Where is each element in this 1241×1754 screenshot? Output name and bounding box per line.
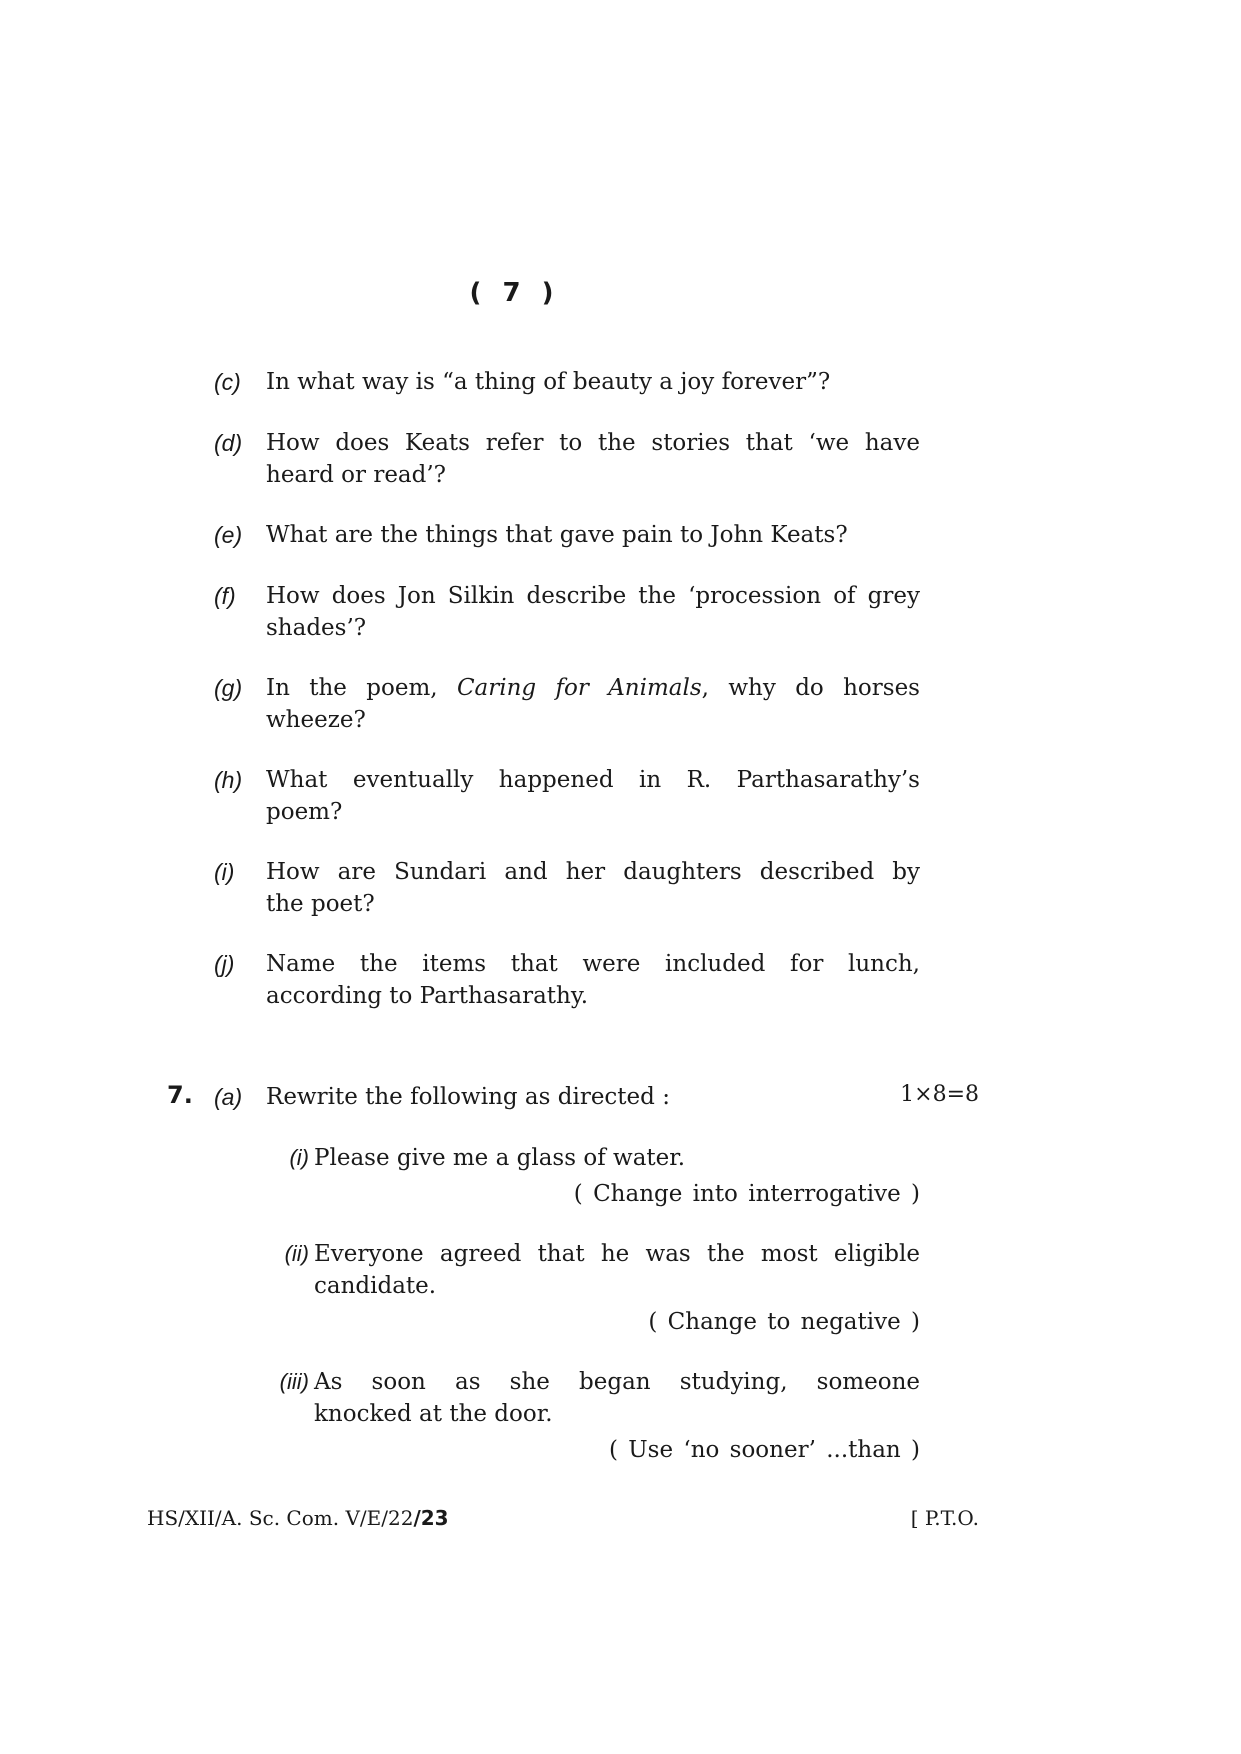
- question-label: (h): [214, 767, 243, 793]
- question-label: (f): [214, 583, 236, 609]
- question-text-post: , why do horses: [701, 675, 920, 701]
- marks-allocation: 1×8=8: [900, 1082, 979, 1107]
- question-label: (j): [214, 951, 235, 977]
- sub-item-label: (iii): [279, 1369, 309, 1394]
- question-text-pre: In the poem,: [266, 675, 457, 701]
- question-label: (a): [214, 1084, 243, 1110]
- sub-item-direction: ( Change to negative ): [648, 1309, 920, 1335]
- question-text: What are the things that gave pain to John Keats?: [266, 522, 848, 548]
- sub-item-text-line1: As soon as she began studying, someone: [314, 1369, 920, 1395]
- sub-item-label: (i): [289, 1145, 309, 1170]
- sub-item-ii: [262, 1238, 920, 1338]
- sub-item-text: Please give me a glass of water.: [314, 1145, 686, 1171]
- question-text: In what way is “a thing of beauty a joy forever”?: [266, 369, 831, 395]
- question-text-line1: How does Jon Silkin describe the ‘procession of grey: [266, 583, 920, 609]
- sub-item-text-line1: Everyone agreed that he was the most eligible: [314, 1241, 920, 1267]
- question-label: (c): [214, 369, 241, 395]
- question-d: [214, 427, 920, 491]
- question-g: [214, 672, 920, 736]
- question-label: (i): [214, 859, 235, 885]
- question-text-line1: What eventually happened in R. Parthasarathy’s: [266, 767, 920, 793]
- poem-title: Caring for Animals: [456, 675, 702, 701]
- question-i: [214, 856, 920, 920]
- question-text-line2: poem?: [266, 799, 343, 825]
- question-label: (g): [214, 675, 243, 701]
- question-text-line2: the poet?: [266, 891, 375, 917]
- question-text-line1: How does Keats refer to the stories that ‘we have: [266, 430, 920, 456]
- sub-item-direction: ( Change into interrogative ): [573, 1181, 920, 1207]
- question-7a: [214, 1081, 920, 1113]
- page-number: ( 7 ): [469, 278, 560, 308]
- question-text-line2: heard or read’?: [266, 462, 447, 488]
- pto-label: [ P.T.O.: [910, 1506, 979, 1530]
- question-label: (e): [214, 522, 243, 548]
- paper-code: [147, 1506, 449, 1530]
- sub-item-label: (ii): [284, 1241, 309, 1266]
- sub-item-iii: [262, 1366, 920, 1466]
- question-text-line2: wheeze?: [266, 707, 366, 733]
- sub-item-text-line2: knocked at the door.: [314, 1401, 553, 1427]
- paper-code-prefix: HS/XII/A. Sc. Com. V/E/22: [147, 1506, 414, 1530]
- question-label: (d): [214, 430, 243, 456]
- question-instruction: Rewrite the following as directed :: [266, 1084, 670, 1110]
- question-text-line2: shades’?: [266, 615, 367, 641]
- question-f: [214, 580, 920, 644]
- question-j: [214, 948, 920, 1012]
- sub-item-text-line2: candidate.: [314, 1273, 437, 1299]
- question-text-line1: Name the items that were included for lunch,: [266, 951, 920, 977]
- question-c: [214, 366, 920, 398]
- sub-item-i: [262, 1142, 920, 1210]
- question-text-line2: according to Parthasarathy.: [266, 983, 589, 1009]
- question-number-7: 7.: [167, 1081, 193, 1109]
- question-h: [214, 764, 920, 828]
- paper-code-suffix: /23: [413, 1506, 449, 1530]
- sub-item-direction: ( Use ‘no sooner’ ...than ): [608, 1437, 920, 1463]
- question-text-line1: [266, 672, 920, 704]
- question-e: [214, 519, 920, 551]
- question-text-line1: How are Sundari and her daughters described by: [266, 859, 920, 885]
